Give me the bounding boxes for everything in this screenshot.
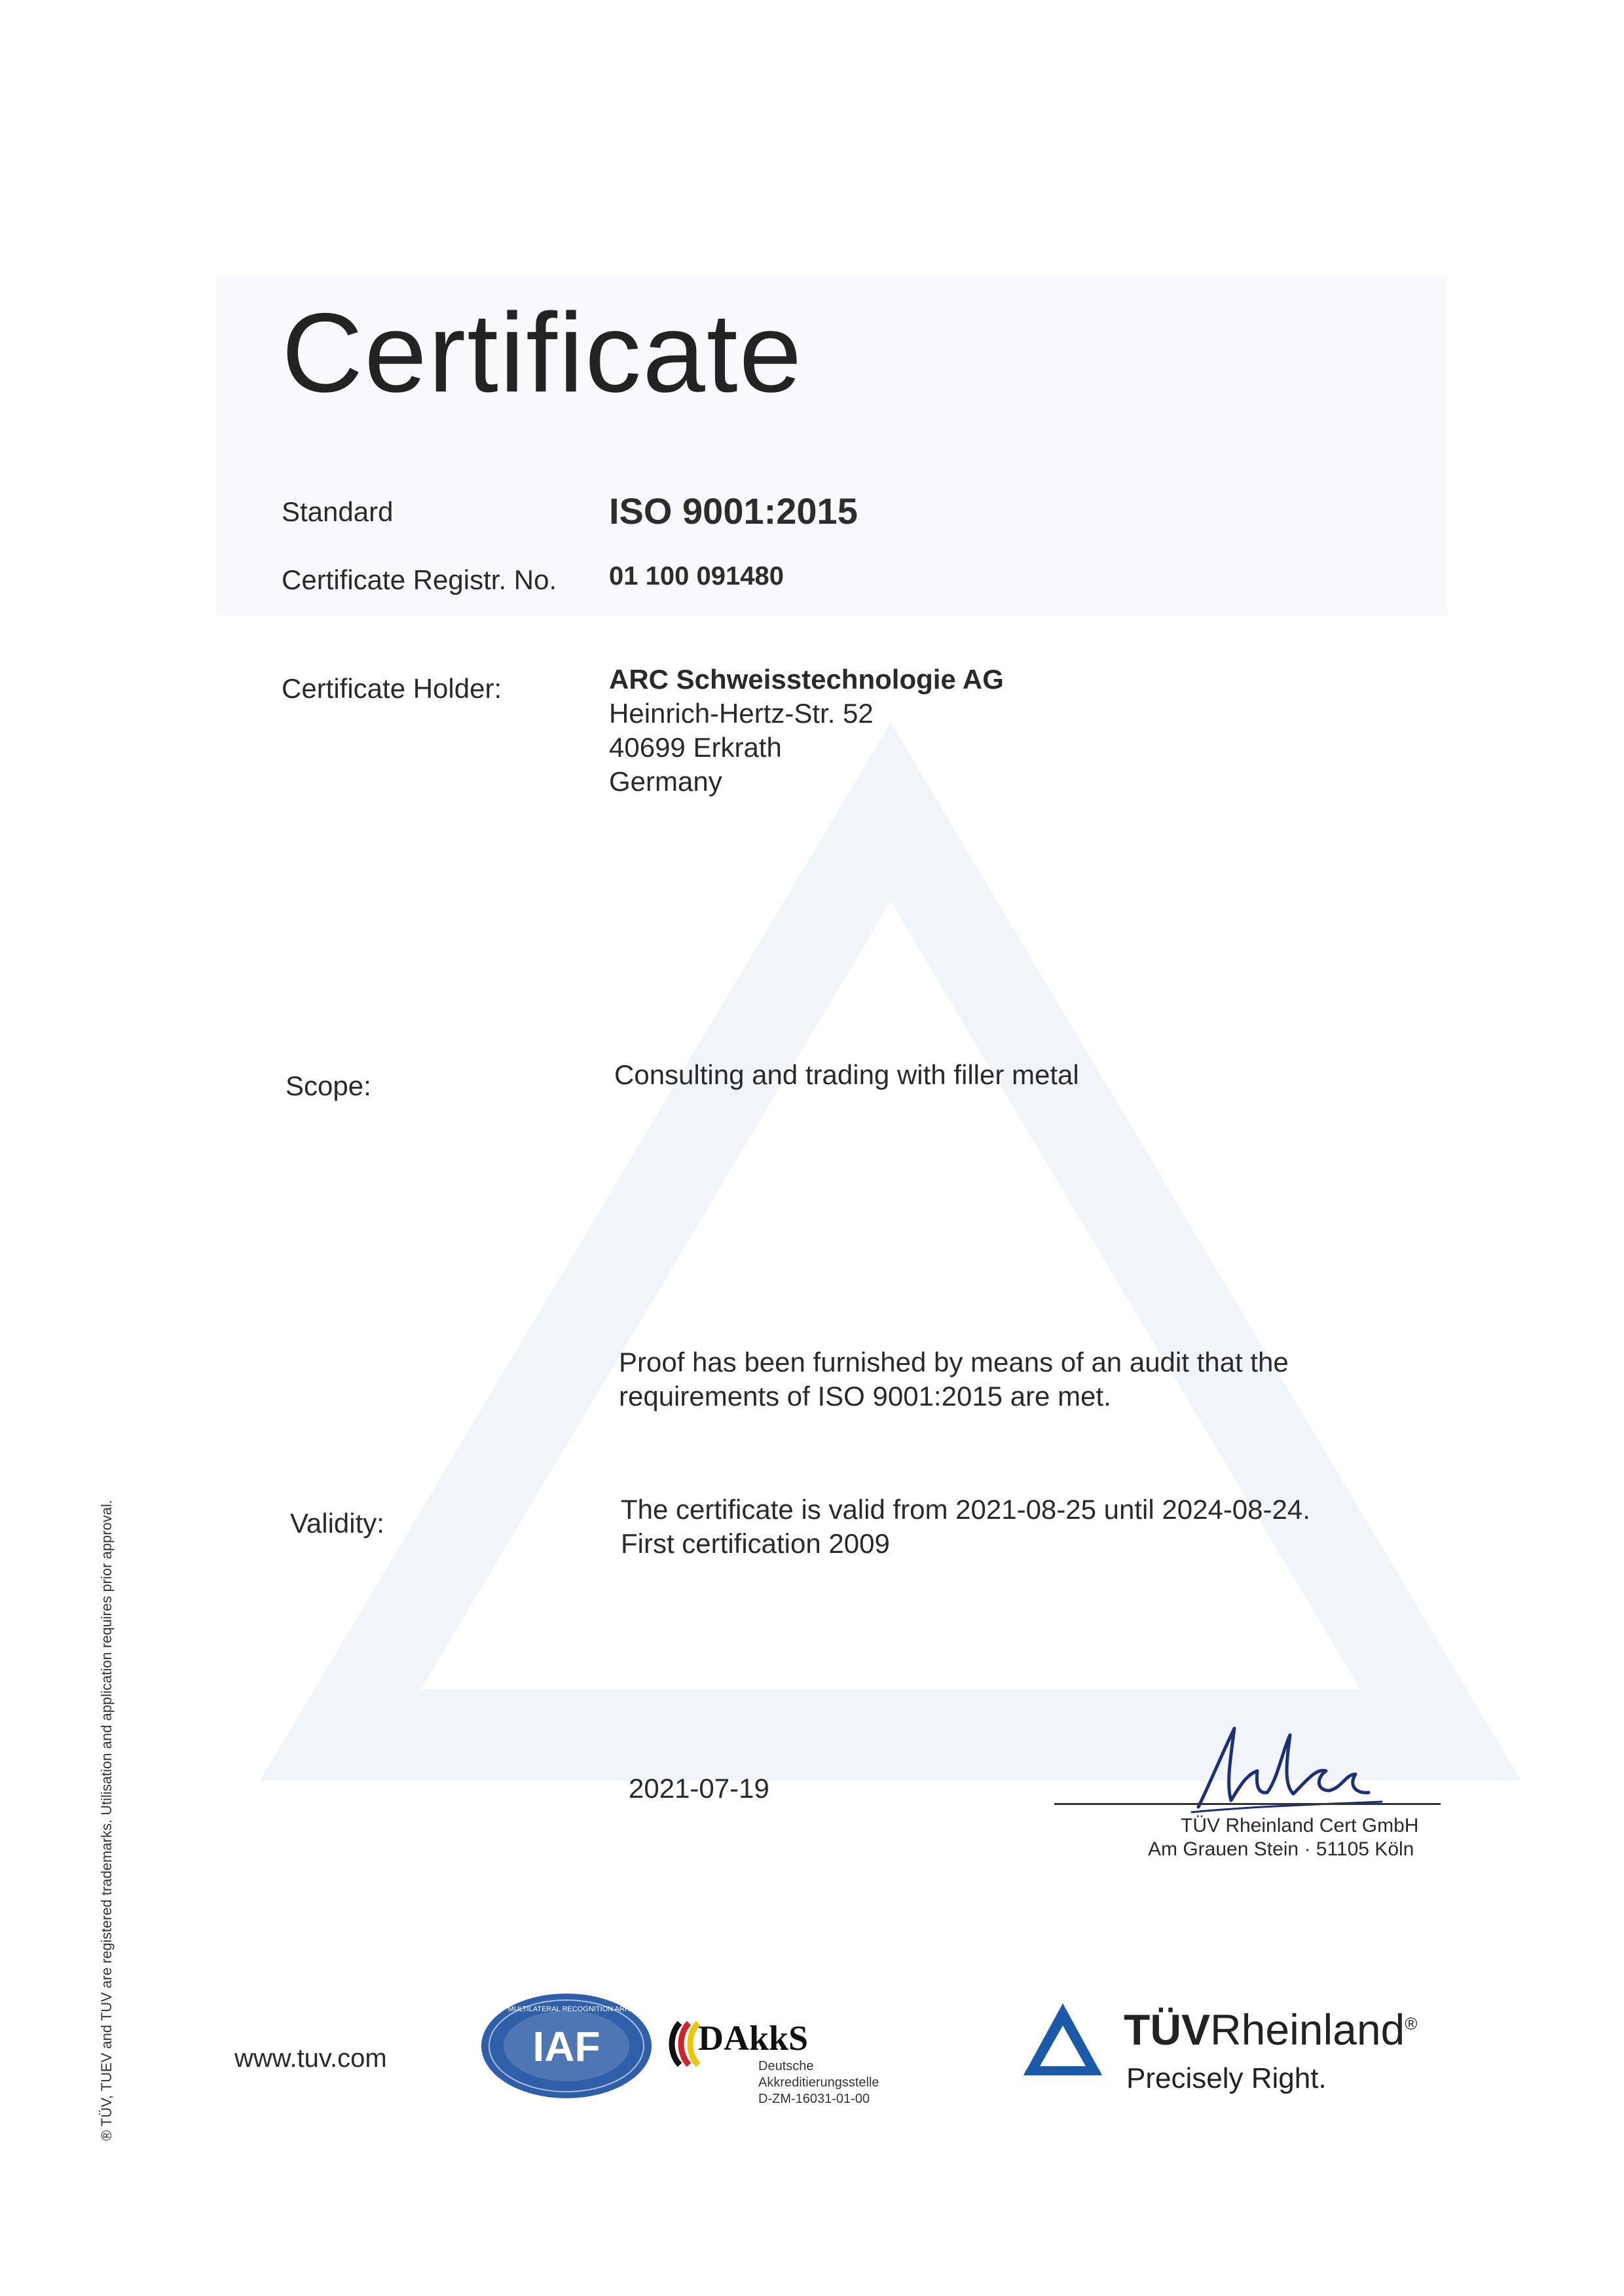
holder-city: 40699 Erkrath	[609, 732, 782, 763]
signature	[1185, 1709, 1395, 1827]
tuv-brand-tuv: TÜV	[1124, 2005, 1210, 2054]
holder-label: Certificate Holder:	[282, 673, 502, 704]
iaf-ring-text: MEMBER OF MULTILATERAL RECOGNITION ARRANGEMENT	[462, 2005, 671, 2013]
tuv-brand	[1124, 2005, 1417, 2054]
issuer-address: Am Grauen Stein · 51105 Köln	[1148, 1838, 1414, 1860]
proof-statement	[619, 1345, 1289, 1413]
iaf-logo	[462, 1990, 671, 2102]
registration-value: 01 100 091480	[609, 562, 784, 591]
scope-label: Scope:	[286, 1070, 371, 1101]
validity-label: Validity:	[290, 1508, 384, 1539]
dakks-line-1: Deutsche	[758, 2059, 814, 2073]
validity-line-2: First certification 2009	[621, 1528, 890, 1559]
tuv-brand-rheinland: Rheinland	[1210, 2005, 1405, 2054]
dakks-line-2: Akkreditierungsstelle	[758, 2075, 879, 2090]
issue-date: 2021-07-19	[629, 1773, 769, 1804]
validity-line-1: The certificate is valid from 2021-08-25 until 2024-08-24.	[621, 1494, 1310, 1525]
tuv-watermark-triangle	[275, 786, 1506, 1768]
trademark-note: ® TÜV, TUEV and TUV are registered trademarks. Utilisation and application requires prior approval.	[98, 1500, 115, 2141]
standard-value: ISO 9001:2015	[609, 490, 858, 532]
registration-label: Certificate Registr. No.	[282, 564, 557, 595]
dakks-name: DAkkS	[698, 2018, 809, 2058]
proof-line-2: requirements of ISO 9001:2015 are met.	[619, 1381, 1111, 1412]
holder-country: Germany	[609, 766, 722, 797]
validity-block	[621, 1493, 1310, 1561]
tuv-registered-mark: ®	[1405, 2014, 1418, 2033]
dakks-details	[758, 2058, 879, 2107]
holder-name: ARC Schweisstechnologie AG	[609, 664, 1004, 695]
standard-label: Standard	[282, 496, 394, 527]
signature-line	[1054, 1803, 1441, 1805]
dakks-id: D-ZM-16031-01-00	[758, 2092, 870, 2106]
tuv-slogan: Precisely Right.	[1126, 2062, 1327, 2094]
certificate-title: Certificate	[282, 290, 803, 416]
website-link[interactable]: www.tuv.com	[234, 2044, 387, 2073]
holder-street: Heinrich-Hertz-Str. 52	[609, 698, 874, 729]
proof-line-1: Proof has been furnished by means of an audit that the	[619, 1347, 1289, 1377]
scope-value: Consulting and trading with filler metal	[614, 1059, 1079, 1090]
holder-block	[609, 663, 1004, 799]
issuer-name: TÜV Rheinland Cert GmbH	[1181, 1815, 1419, 1836]
iaf-text: IAF	[532, 2023, 600, 2070]
tuv-triangle-logo	[1020, 1998, 1105, 2083]
dakks-flag-icon	[660, 2018, 699, 2070]
